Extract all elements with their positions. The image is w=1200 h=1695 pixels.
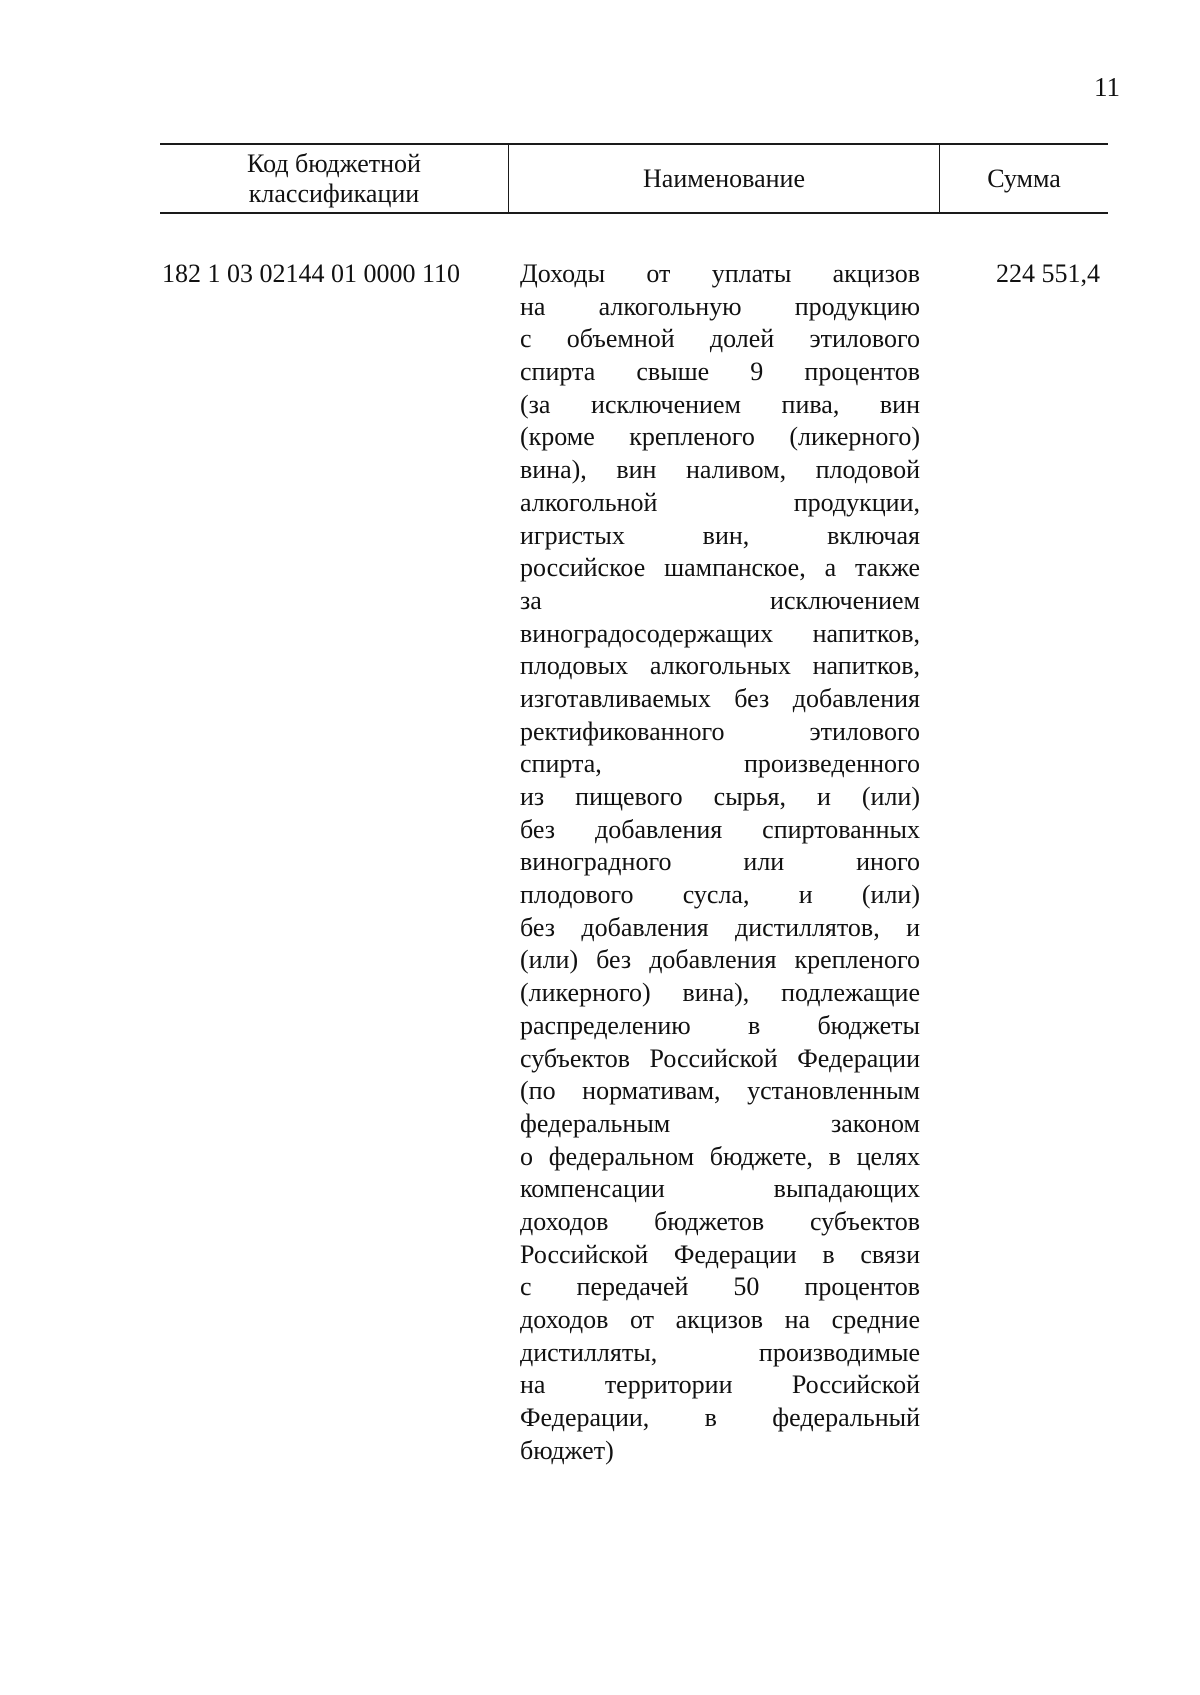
description-line: Российской Федерации в связи [520,1239,920,1269]
description-line: ректификованного этилового [520,716,920,746]
description-line: федеральным законом [520,1108,920,1138]
description-line: бюджет) [520,1435,614,1465]
description-line: субъектов Российской Федерации [520,1043,920,1073]
description-line: вина), вин наливом, плодовой [520,455,920,485]
page-number: 11 [1094,72,1120,102]
description-line: без добавления спиртованных [520,814,920,844]
amount: 224 551,4 [996,259,1100,288]
header-sum: Сумма [987,163,1061,193]
description-line: плодового сусла, и (или) [520,880,920,910]
revenue-description [520,258,920,1467]
description-line: спирта, произведенного [520,749,920,779]
description-line: изготавливаемых без добавления [520,683,920,713]
description-line: компенсации выпадающих [520,1174,920,1204]
description-line: с передачей 50 процентов [520,1272,920,1302]
description-line: на алкогольную продукцию [520,291,920,321]
description-line: за исключением [520,585,920,615]
budget-code: 182 1 03 02144 01 0000 110 [162,259,461,288]
description-line: дистилляты, производимые [520,1337,920,1367]
header-name: Наименование [508,145,940,212]
description-line: (за исключением пива, вин [520,389,920,419]
description-line: без добавления дистиллятов, и [520,912,920,942]
description-line: игристых вин, включая [520,520,920,550]
description-line: виноградного или иного [520,847,920,877]
description-line: на территории Российской [520,1370,920,1400]
header-code-line2: классификации [248,178,420,208]
description-line: распределению в бюджеты [520,1010,920,1040]
description-line: плодовых алкогольных напитков, [520,651,920,681]
description-line: (или) без добавления крепленого [520,945,920,975]
description-line: о федеральном бюджете, в целях [520,1141,920,1171]
description-line: Федерации, в федеральный [520,1403,920,1433]
description-line: (кроме крепленого (ликерного) [520,422,920,452]
header-code [160,145,508,212]
description-line: доходов от акцизов на средние [520,1305,920,1334]
table-header [160,143,1108,214]
description-line: российское шампанское, а также [520,553,920,583]
header-code-line1: Код бюджетной [247,148,421,178]
description-line: (по нормативам, установленным [520,1076,920,1106]
description-line: виноградосодержащих напитков, [520,618,920,648]
description-line: из пищевого сырья, и (или) [520,782,920,811]
description-line: с объемной долей этилового [520,324,920,354]
description-line: спирта свыше 9 процентов [520,357,920,387]
description-line: Доходы от уплаты акцизов [520,259,920,288]
description-line: (ликерного) вина), подлежащие [520,978,920,1008]
description-line: доходов бюджетов субъектов [520,1206,920,1236]
description-line: алкогольной продукции, [520,487,920,517]
